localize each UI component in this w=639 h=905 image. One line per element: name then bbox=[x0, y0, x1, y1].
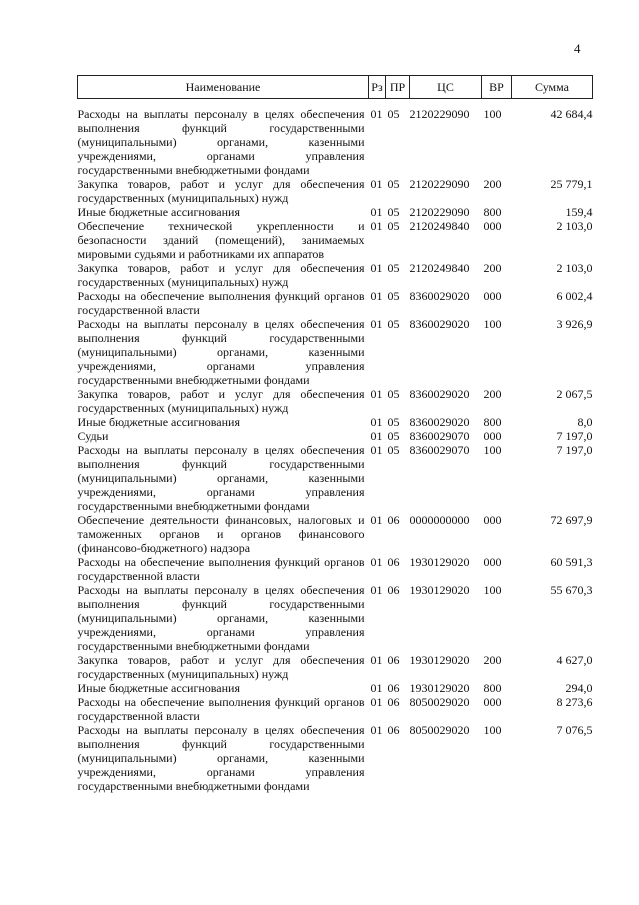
cell-cs: 8360029020 bbox=[409, 317, 470, 331]
cell-name: Расходы на обеспечение выполнения функций органов государственной власти bbox=[77, 289, 365, 317]
cell-vr: 200 bbox=[483, 261, 502, 275]
cell-rz: 01 bbox=[370, 513, 383, 527]
cell-cs: 8050029020 bbox=[409, 695, 470, 709]
cell-cs: 1930129020 bbox=[409, 681, 470, 695]
cell-vr: 100 bbox=[483, 583, 502, 597]
cell-name: Расходы на обеспечение выполнения функций органов государственной власти bbox=[77, 695, 365, 723]
cell-vr: 000 bbox=[483, 219, 502, 233]
cell-sum: 60 591,3 bbox=[550, 555, 593, 569]
column-header-vr: ВР bbox=[482, 76, 512, 99]
cell-sum: 2 103,0 bbox=[556, 261, 593, 275]
cell-vr: 100 bbox=[483, 443, 502, 457]
cell-sum: 7 076,5 bbox=[556, 723, 593, 737]
cell-sum: 159,4 bbox=[565, 205, 593, 219]
cell-pr: 06 bbox=[387, 653, 400, 667]
budget-table bbox=[77, 75, 593, 793]
cell-vr: 100 bbox=[483, 317, 502, 331]
cell-vr: 000 bbox=[483, 695, 502, 709]
table-row bbox=[78, 219, 593, 261]
cell-name: Иные бюджетные ассигнования bbox=[77, 415, 240, 429]
cell-cs: 1930129020 bbox=[409, 653, 470, 667]
cell-pr: 05 bbox=[387, 443, 400, 457]
cell-name: Закупка товаров, работ и услуг для обеспечения государственных (муниципальных) нужд bbox=[77, 261, 365, 289]
cell-vr: 100 bbox=[483, 723, 502, 737]
cell-rz: 01 bbox=[370, 107, 383, 121]
cell-sum: 55 670,3 bbox=[550, 583, 593, 597]
cell-sum: 2 103,0 bbox=[556, 219, 593, 233]
cell-vr: 800 bbox=[483, 681, 502, 695]
cell-pr: 05 bbox=[387, 289, 400, 303]
cell-pr: 05 bbox=[387, 219, 400, 233]
cell-rz: 01 bbox=[370, 289, 383, 303]
cell-sum: 4 627,0 bbox=[556, 653, 593, 667]
table-row bbox=[78, 653, 593, 681]
cell-name: Расходы на выплаты персоналу в целях обеспечения выполнения функций государственными (муниципальными) органами, казенными учреждениями, органами управления государственными внебюджетными фондами bbox=[77, 317, 365, 387]
table-row bbox=[78, 583, 593, 653]
table-row bbox=[78, 681, 593, 695]
table-row bbox=[78, 695, 593, 723]
cell-cs: 8360029020 bbox=[409, 415, 470, 429]
cell-sum: 8 273,6 bbox=[556, 695, 593, 709]
cell-pr: 05 bbox=[387, 387, 400, 401]
cell-pr: 06 bbox=[387, 681, 400, 695]
cell-rz: 01 bbox=[370, 695, 383, 709]
cell-sum: 2 067,5 bbox=[556, 387, 593, 401]
table-row bbox=[78, 205, 593, 219]
cell-cs: 2120229090 bbox=[409, 177, 470, 191]
cell-pr: 05 bbox=[387, 107, 400, 121]
column-header-pr: ПР bbox=[386, 76, 410, 99]
table-row bbox=[78, 261, 593, 289]
column-header-cs: ЦС bbox=[410, 76, 482, 99]
table-row bbox=[78, 387, 593, 415]
cell-sum: 72 697,9 bbox=[550, 513, 593, 527]
table-row bbox=[78, 99, 593, 178]
cell-cs: 8360029020 bbox=[409, 289, 470, 303]
cell-vr: 200 bbox=[483, 653, 502, 667]
cell-name: Расходы на выплаты персоналу в целях обеспечения выполнения функций государственными (муниципальными) органами, казенными учреждениями, органами управления государственными внебюджетными фондами bbox=[77, 723, 365, 793]
cell-rz: 01 bbox=[370, 177, 383, 191]
table-header bbox=[78, 76, 593, 99]
table-row bbox=[78, 317, 593, 387]
cell-rz: 01 bbox=[370, 723, 383, 737]
cell-cs: 2120249840 bbox=[409, 261, 470, 275]
table-row bbox=[78, 415, 593, 429]
table-row bbox=[78, 289, 593, 317]
cell-cs: 8050029020 bbox=[409, 723, 470, 737]
cell-sum: 7 197,0 bbox=[556, 443, 593, 457]
cell-cs: 8360029020 bbox=[409, 387, 470, 401]
cell-pr: 05 bbox=[387, 429, 400, 443]
cell-pr: 05 bbox=[387, 205, 400, 219]
cell-vr: 100 bbox=[483, 107, 502, 121]
cell-sum: 25 779,1 bbox=[550, 177, 593, 191]
cell-pr: 06 bbox=[387, 513, 400, 527]
column-header-name: Наименование bbox=[78, 76, 369, 99]
cell-vr: 200 bbox=[483, 387, 502, 401]
cell-pr: 06 bbox=[387, 583, 400, 597]
cell-name: Закупка товаров, работ и услуг для обеспечения государственных (муниципальных) нужд bbox=[77, 387, 365, 415]
cell-name: Расходы на выплаты персоналу в целях обеспечения выполнения функций государственными (муниципальными) органами, казенными учреждениями, органами управления государственными внебюджетными фондами bbox=[77, 443, 365, 513]
cell-cs: 0000000000 bbox=[409, 513, 470, 527]
cell-rz: 01 bbox=[370, 681, 383, 695]
cell-pr: 06 bbox=[387, 555, 400, 569]
column-header-sum: Сумма bbox=[512, 76, 593, 99]
cell-vr: 200 bbox=[483, 177, 502, 191]
cell-rz: 01 bbox=[370, 583, 383, 597]
column-header-rz: Рз bbox=[369, 76, 386, 99]
cell-name: Обеспечение деятельности финансовых, налоговых и таможенных органов и органов финансового (финансово-бюджетного) надзора bbox=[77, 513, 365, 555]
cell-vr: 800 bbox=[483, 205, 502, 219]
cell-rz: 01 bbox=[370, 317, 383, 331]
cell-rz: 01 bbox=[370, 653, 383, 667]
table-row bbox=[78, 555, 593, 583]
cell-vr: 000 bbox=[483, 555, 502, 569]
cell-vr: 000 bbox=[483, 429, 502, 443]
cell-rz: 01 bbox=[370, 205, 383, 219]
cell-rz: 01 bbox=[370, 415, 383, 429]
table-row bbox=[78, 177, 593, 205]
table-row bbox=[78, 723, 593, 793]
cell-sum: 8,0 bbox=[577, 415, 593, 429]
cell-rz: 01 bbox=[370, 555, 383, 569]
table-body bbox=[78, 99, 593, 794]
cell-name: Судьи bbox=[77, 429, 109, 443]
cell-rz: 01 bbox=[370, 219, 383, 233]
cell-rz: 01 bbox=[370, 443, 383, 457]
cell-name: Иные бюджетные ассигнования bbox=[77, 205, 240, 219]
cell-rz: 01 bbox=[370, 261, 383, 275]
cell-rz: 01 bbox=[370, 429, 383, 443]
table-row bbox=[78, 429, 593, 443]
cell-name: Закупка товаров, работ и услуг для обеспечения государственных (муниципальных) нужд bbox=[77, 653, 365, 681]
cell-cs: 8360029070 bbox=[409, 443, 470, 457]
cell-name: Иные бюджетные ассигнования bbox=[77, 681, 240, 695]
cell-pr: 05 bbox=[387, 177, 400, 191]
cell-sum: 3 926,9 bbox=[556, 317, 593, 331]
cell-cs: 1930129020 bbox=[409, 555, 470, 569]
cell-rz: 01 bbox=[370, 387, 383, 401]
table-row bbox=[78, 443, 593, 513]
cell-sum: 6 002,4 bbox=[556, 289, 593, 303]
cell-name: Расходы на выплаты персоналу в целях обеспечения выполнения функций государственными (муниципальными) органами, казенными учреждениями, органами управления государственными внебюджетными фондами bbox=[77, 107, 365, 177]
cell-sum: 7 197,0 bbox=[556, 429, 593, 443]
cell-cs: 2120249840 bbox=[409, 219, 470, 233]
cell-cs: 2120229090 bbox=[409, 107, 470, 121]
cell-name: Закупка товаров, работ и услуг для обеспечения государственных (муниципальных) нужд bbox=[77, 177, 365, 205]
cell-pr: 05 bbox=[387, 415, 400, 429]
cell-name: Обеспечение технической укрепленности и безопасности зданий (помещений), занимаемых мировыми судьями и работниками их аппаратов bbox=[77, 219, 365, 261]
cell-vr: 000 bbox=[483, 513, 502, 527]
cell-name: Расходы на обеспечение выполнения функций органов государственной власти bbox=[77, 555, 365, 583]
cell-cs: 8360029070 bbox=[409, 429, 470, 443]
cell-vr: 800 bbox=[483, 415, 502, 429]
cell-sum: 294,0 bbox=[565, 681, 593, 695]
cell-cs: 2120229090 bbox=[409, 205, 470, 219]
cell-cs: 1930129020 bbox=[409, 583, 470, 597]
cell-name: Расходы на выплаты персоналу в целях обеспечения выполнения функций государственными (муниципальными) органами, казенными учреждениями, органами управления государственными внебюджетными фондами bbox=[77, 583, 365, 653]
cell-vr: 000 bbox=[483, 289, 502, 303]
table-row bbox=[78, 513, 593, 555]
cell-pr: 05 bbox=[387, 261, 400, 275]
cell-pr: 06 bbox=[387, 723, 400, 737]
cell-sum: 42 684,4 bbox=[550, 107, 593, 121]
page-number: 4 bbox=[574, 41, 581, 56]
cell-pr: 06 bbox=[387, 695, 400, 709]
cell-pr: 05 bbox=[387, 317, 400, 331]
